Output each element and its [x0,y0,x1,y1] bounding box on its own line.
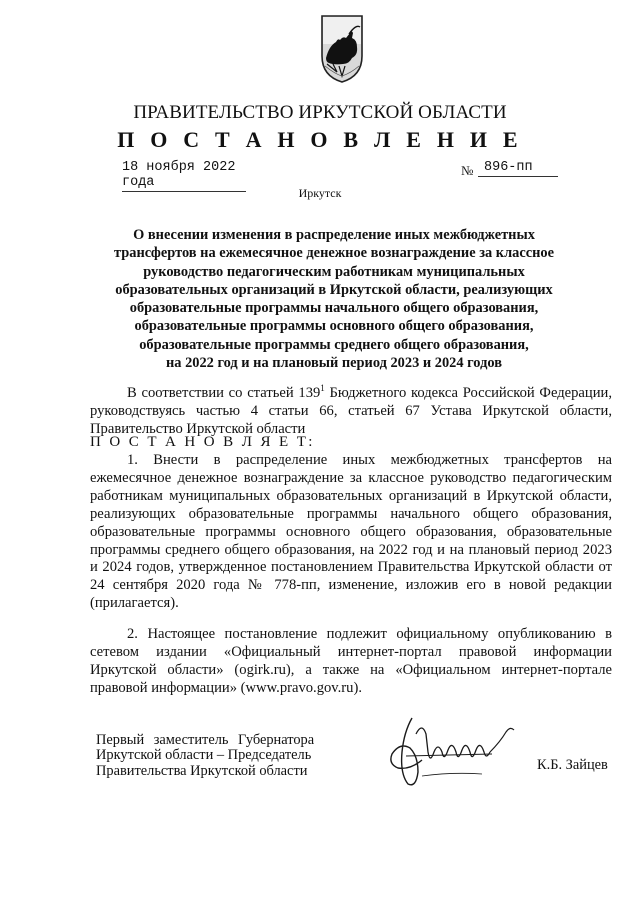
preamble-text: В соответствии со статьей 139 [127,384,321,401]
number-sign: № [461,163,474,178]
title-line: образовательных организаций в Иркутской области, реализующих [115,281,553,298]
article-superscript: 1 [320,383,325,393]
preamble-text-cont: Бюджетного кодекса Российской Федерации, руководствуясь частью 4 статьи 66, статьей 67 Устава Иркутской области, Правительство Иркутской области [90,384,612,437]
title-line: на 2022 год и на плановый период 2023 и 2024 годов [166,355,502,372]
city: Иркутск [298,186,342,200]
item-1 [90,452,612,613]
ruling-heading: П О С Т А Н О В Л Я Е Т: [90,434,315,450]
title-line: образовательные программы основного общего образования, [134,318,534,335]
title-line: образовательные программы начального общего образования, [129,300,539,317]
title-line: образовательные программы среднего общего образования, [139,336,529,353]
handwritten-signature [382,712,527,792]
title-line: руководство педагогическим работникам муниципальных [143,263,525,280]
document-type: П О С Т А Н О В Л Е Н И Е [117,127,523,152]
position-line: Иркутской области – Председатель [96,747,312,764]
position-line: Первый заместитель Губернатора [96,732,315,748]
government-name: ПРАВИТЕЛЬСТВО ИРКУТСКОЙ ОБЛАСТИ [133,102,507,123]
signatory-position [96,733,314,779]
item-2 [90,626,612,698]
title-line: трансфертов на ежемесячное денежное вознаграждение за классное [114,245,554,262]
item-2-text: 2. Настоящее постановление подлежит официальному опубликованию в сетевом издании «Официальный интернет-портал правовой информации Иркутской области» (ogirk.ru), а также на «Официальном интернет-портале правовой информации» (www.pravo.gov.ru). [90,626,612,696]
irkutsk-coat-of-arms-icon [319,14,365,84]
signer-name: К.Б. Зайцев [537,757,608,773]
item-1-text: 1. Внести в распределение иных межбюджетных трансфертов на ежемесячное денежное вознаграждение за классное руководство педагогическим работникам муниципальных образовательных организаций в Иркутской области, реализующих образовательные программы начального общего образования, образовательные программы основного общего образования, образовательные программы среднего общего образования, на 2022 год и на плановый период 2023 и 2024 годов, утвержденное постановлением Правительства Иркутской области от 24 сентября 2020 года № 778-пп, изменение, изложив его в новой редакции (прилагается). [90,452,612,612]
decree-number: 896-пп [478,160,558,177]
position-line: Правительства Иркутской области [96,762,308,779]
preamble [90,380,612,439]
title-line: О внесении изменения в распределение иных межбюджетных [133,227,535,243]
decree-date: 18 ноября 2022 года [122,160,246,192]
decree-title [90,226,578,372]
